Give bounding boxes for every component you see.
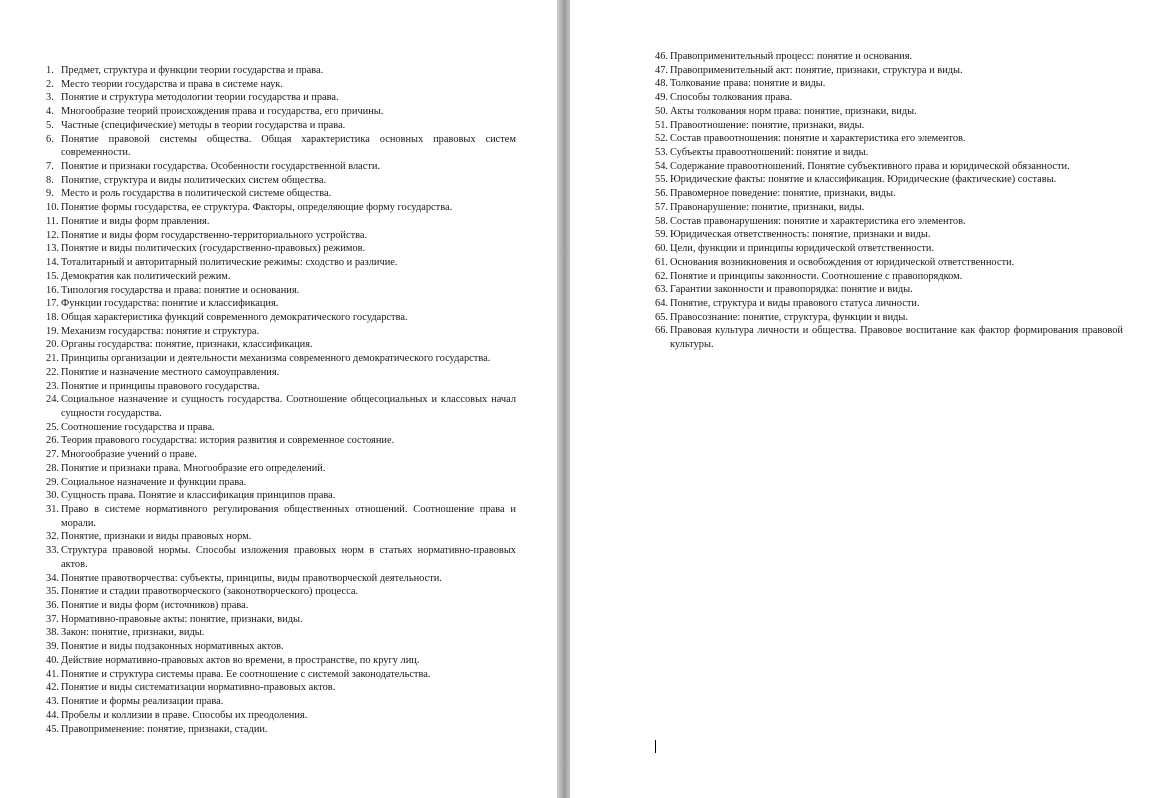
text-cursor [655,740,656,753]
item-number: 64. [655,297,668,309]
item-text: Нормативно-правовые акты: понятие, признаки, виды. [61,613,303,625]
item-number: 63. [655,284,668,296]
item-number: 34. [46,572,59,584]
list-item [655,242,1123,256]
item-number: 43. [46,696,59,708]
item-text: Правосознание: понятие, структура, функции и виды. [670,311,908,323]
item-text: Многообразие учений о праве. [61,449,197,461]
item-number: 50. [655,105,668,117]
list-item [46,434,516,448]
list-item [46,572,516,586]
item-number: 47. [655,64,668,76]
list-item [655,256,1123,270]
item-text: Функции государства: понятие и классификация. [61,298,279,310]
list-item [46,585,516,599]
item-text: Цели, функции и принципы юридической ответственности. [670,243,935,255]
list-item [46,613,516,627]
item-number: 25. [46,421,59,433]
item-number: 48. [655,78,668,90]
item-number: 7. [46,161,54,173]
item-text: Понятие и признаки права. Многообразие его определений. [61,462,326,474]
list-item [46,242,516,256]
item-number: 24. [46,394,59,406]
list-item [655,132,1123,146]
item-number: 35. [46,586,59,598]
list-item [46,476,516,490]
item-text: Содержание правоотношений. Понятие субъективного права и юридической обязанности. [670,160,1070,172]
item-number: 38. [46,627,59,639]
list-item [46,393,516,420]
item-number: 14. [46,257,59,269]
item-text: Демократия как политический режим. [61,270,231,282]
item-text: Понятие и структура системы права. Ее соотношение с системой законодательства. [61,668,431,680]
item-number: 45. [46,723,59,735]
list-item [46,133,516,160]
item-text: Теория правового государства: история развития и современное состояние. [61,435,395,447]
list-item [655,146,1123,160]
list-item [655,297,1123,311]
item-number: 15. [46,270,59,282]
item-text: Предмет, структура и функции теории государства и права. [61,65,324,76]
item-number: 2. [46,78,54,90]
item-text: Место и роль государства в политической системе общества. [61,188,332,200]
item-number: 60. [655,243,668,255]
item-number: 10. [46,202,59,214]
item-number: 31. [46,504,59,515]
item-text: Понятие и виды форм государственно-территориального устройства. [61,229,368,241]
list-item [46,174,516,188]
item-text: Тоталитарный и авторитарный политические режимы: сходство и различие. [61,257,398,269]
list-item [46,284,516,298]
item-text: Частные (специфические) методы в теории государства и права. [61,119,346,131]
item-text: Социальное назначение и сущность государства. Соотношение общесоциальных и классовых начал сущности государства. [61,394,516,419]
item-number: 59. [655,229,668,241]
item-number: 51. [655,119,668,131]
item-number: 46. [655,51,668,62]
list-item [46,599,516,613]
item-text: Пробелы и коллизии в праве. Способы их преодоления. [61,709,308,721]
item-text: Понятие и назначение местного самоуправления. [61,366,280,378]
item-number: 44. [46,709,59,721]
item-text: Гарантии законности и правопорядка: понятие и виды. [670,284,913,296]
question-list-right [655,50,1123,352]
list-item [46,380,516,394]
item-number: 37. [46,613,59,625]
item-number: 17. [46,298,59,310]
item-number: 11. [46,215,59,227]
list-item [655,270,1123,284]
list-item [46,668,516,682]
question-list-left [46,64,516,736]
item-text: Право в системе нормативного регулирования общественных отношений. Соотношение права и морали. [61,504,516,529]
item-text: Понятие и виды подзаконных нормативных актов. [61,641,284,653]
item-text: Способы толкования права. [670,92,793,104]
list-item [46,187,516,201]
list-item [46,723,516,737]
list-item [46,256,516,270]
list-item [655,187,1123,201]
item-number: 49. [655,92,668,104]
item-number: 1. [46,65,54,76]
item-number: 8. [46,174,54,186]
item-number: 61. [655,256,668,268]
item-number: 39. [46,641,59,653]
item-text: Основания возникновения и освобождения от юридической ответственности. [670,256,1015,268]
item-number: 27. [46,449,59,461]
list-item [46,270,516,284]
item-text: Понятие, признаки и виды правовых норм. [61,531,252,543]
list-item [655,228,1123,242]
item-number: 32. [46,531,59,543]
page-gutter [557,0,570,798]
item-text: Действие нормативно-правовых актов во времени, в пространстве, по кругу лиц. [61,654,420,666]
item-number: 55. [655,174,668,186]
list-item [46,709,516,723]
list-item [655,50,1123,64]
list-item [655,311,1123,325]
item-text: Субъекты правоотношений: понятие и виды. [670,147,869,159]
item-text: Принципы организации и деятельности механизма современного демократического государства. [61,353,491,365]
list-item [46,297,516,311]
item-number: 29. [46,476,59,488]
list-item [655,119,1123,133]
list-item [46,366,516,380]
list-item [655,173,1123,187]
item-text: Многообразие теорий происхождения права и государства, его причины. [61,106,384,118]
item-text: Сущность права. Понятие и классификация принципов права. [61,490,336,502]
list-item [655,105,1123,119]
item-text: Понятие правовой системы общества. Общая характеристика основных правовых систем современности. [61,133,516,159]
item-text: Правовая культура личности и общества. Правовое воспитание как фактор формирования правовой культуры. [670,325,1123,351]
list-item [46,325,516,339]
list-item [46,421,516,435]
item-number: 54. [655,160,668,172]
item-number: 65. [655,311,668,323]
list-item [46,544,516,571]
list-item [46,229,516,243]
item-number: 23. [46,380,59,392]
item-number: 53. [655,147,668,159]
item-number: 42. [46,682,59,694]
item-text: Юридическая ответственность: понятие, признаки и виды. [670,229,931,241]
item-number: 33. [46,545,59,557]
item-text: Общая характеристика функций современного демократического государства. [61,311,408,323]
item-text: Понятие и виды систематизации нормативно-правовых актов. [61,682,336,694]
item-text: Понятие и признаки государства. Особенности государственной власти. [61,161,381,173]
item-number: 13. [46,243,59,255]
item-text: Органы государства: понятие, признаки, классификация. [61,339,313,351]
list-item [46,91,516,105]
item-text: Правоотношение: понятие, признаки, виды. [670,119,865,131]
list-item [46,640,516,654]
item-number: 22. [46,366,59,378]
item-number: 9. [46,188,54,200]
item-text: Понятие и виды форм правления. [61,215,210,227]
item-number: 36. [46,600,59,612]
list-item [46,338,516,352]
list-item [46,489,516,503]
item-number: 5. [46,119,54,131]
item-number: 18. [46,311,59,323]
list-item [655,215,1123,229]
item-text: Правоприменительный акт: понятие, признаки, структура и виды. [670,64,963,76]
item-text: Правоприменение: понятие, признаки, стадии. [61,723,268,735]
item-number: 41. [46,668,59,680]
item-number: 56. [655,188,668,200]
item-number: 21. [46,353,59,365]
list-item [655,91,1123,105]
item-number: 40. [46,654,59,666]
list-item [655,201,1123,215]
list-item [46,448,516,462]
list-item [46,503,516,530]
list-item [46,681,516,695]
item-text: Понятие и принципы правового государства. [61,380,260,392]
item-number: 57. [655,201,668,213]
item-text: Механизм государства: понятие и структура. [61,325,260,337]
item-text: Понятие и стадии правотворческого (законотворческого) процесса. [61,586,359,598]
list-item [46,530,516,544]
list-item [46,119,516,133]
item-number: 52. [655,133,668,145]
item-text: Понятие, структура и виды правового статуса личности. [670,297,920,309]
list-item [655,160,1123,174]
item-number: 26. [46,435,59,447]
list-item [46,160,516,174]
item-text: Состав правоотношения: понятие и характеристика его элементов. [670,133,966,145]
list-item [46,654,516,668]
item-text: Состав правонарушения: понятие и характеристика его элементов. [670,215,966,227]
item-number: 58. [655,215,668,227]
item-number: 20. [46,339,59,351]
item-text: Структура правовой нормы. Способы изложения правовых норм в статьях нормативно-правовых актов. [61,545,516,570]
item-number: 12. [46,229,59,241]
item-number: 6. [46,133,54,145]
list-item [46,64,516,78]
item-number: 62. [655,270,668,282]
item-text: Толкование права: понятие и виды. [670,78,826,90]
item-number: 66. [655,325,668,337]
item-number: 4. [46,106,54,118]
item-number: 3. [46,92,54,104]
list-item [655,64,1123,78]
item-number: 16. [46,284,59,296]
item-text: Понятие и формы реализации права. [61,696,224,708]
list-item [46,695,516,709]
item-text: Типология государства и права: понятие и основания. [61,284,300,296]
item-text: Понятие и принципы законности. Соотношение с правопорядком. [670,270,963,282]
list-item [46,626,516,640]
item-text: Понятие формы государства, ее структура. Факторы, определяющие форму государства. [61,202,453,214]
item-number: 30. [46,490,59,502]
item-text: Понятие и структура методологии теории государства и права. [61,92,339,104]
list-item [655,324,1123,351]
list-item [46,105,516,119]
list-item [655,77,1123,91]
item-text: Правонарушение: понятие, признаки, виды. [670,201,865,213]
item-text: Юридические факты: понятие и классификация. Юридические (фактические) составы. [670,174,1057,186]
item-text: Соотношение государства и права. [61,421,215,433]
item-number: 28. [46,462,59,474]
item-text: Понятие и виды политических (государственно-правовых) режимов. [61,243,366,255]
item-text: Понятие правотворчества: субъекты, принципы, виды правотворческой деятельности. [61,572,442,584]
list-item [46,215,516,229]
list-item [46,201,516,215]
list-item [46,352,516,366]
item-text: Акты толкования норм права: понятие, признаки, виды. [670,105,917,117]
list-item [655,283,1123,297]
item-text: Правомерное поведение: понятие, признаки, виды. [670,188,896,200]
item-text: Закон: понятие, признаки, виды. [61,627,205,639]
list-item [46,311,516,325]
list-item [46,462,516,476]
item-text: Понятие, структура и виды политических систем общества. [61,174,327,186]
item-text: Социальное назначение и функции права. [61,476,247,488]
item-text: Понятие и виды форм (источников) права. [61,600,249,612]
list-item [46,78,516,92]
item-text: Правоприменительный процесс: понятие и основания. [670,51,913,62]
item-text: Место теории государства и права в системе наук. [61,78,283,90]
item-number: 19. [46,325,59,337]
